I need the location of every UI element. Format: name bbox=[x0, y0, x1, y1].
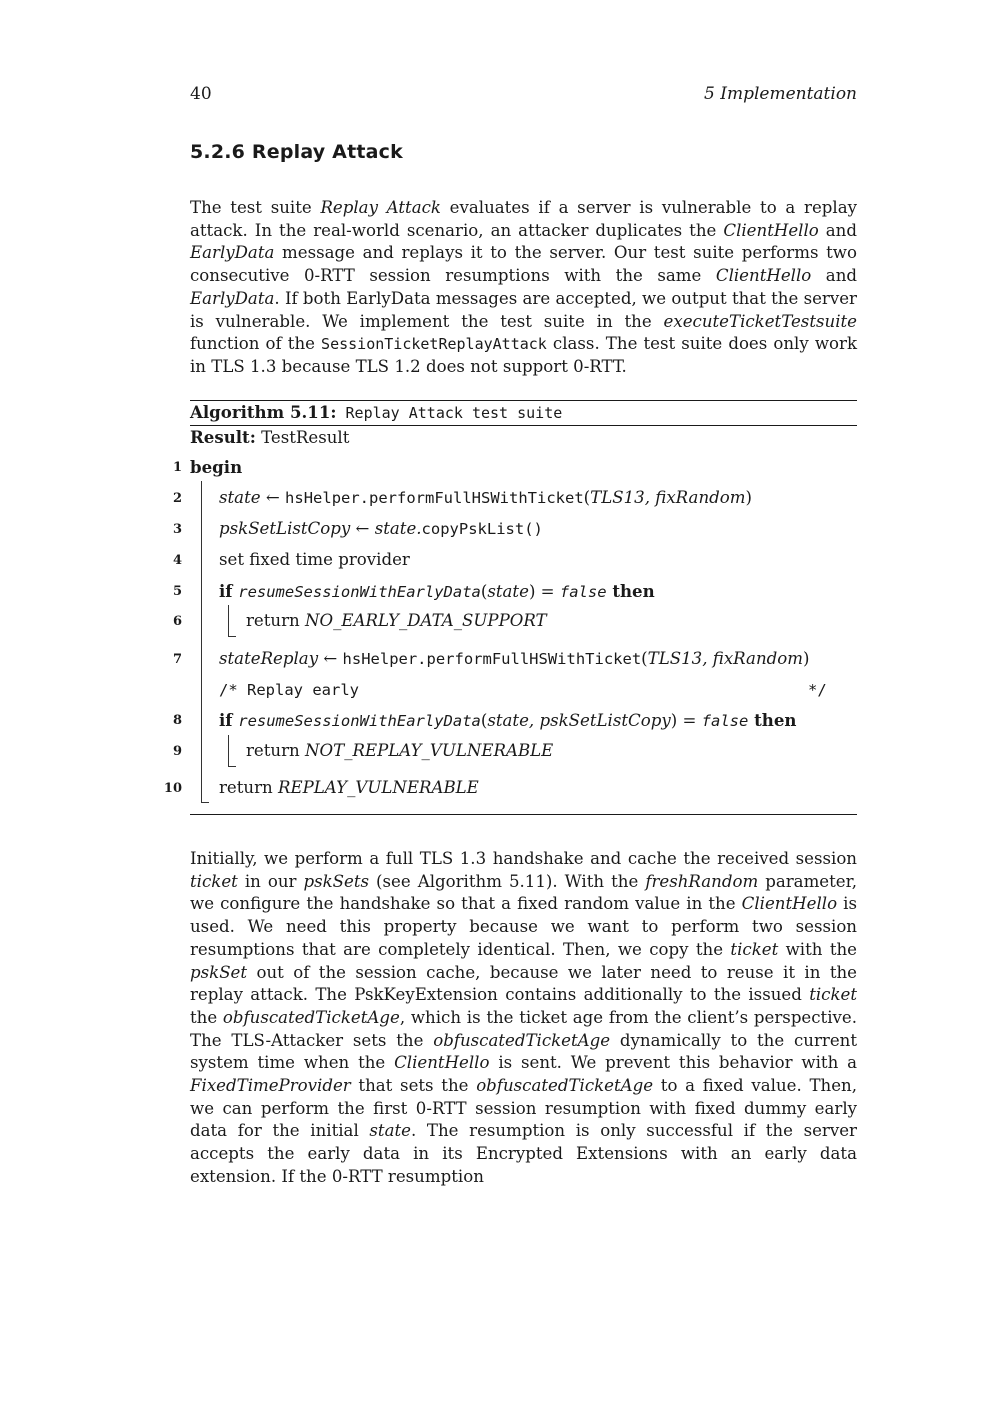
line-number: 10 bbox=[163, 781, 182, 796]
algo-line-3: pskSetListCopy ← state.copyPskList() bbox=[219, 519, 543, 538]
paragraph-intro: The test suite Replay Attack evaluates if a server is vulnerable to a replay attack. In the real-world scenario, an attacker duplicates the ClientHello and EarlyData message and replays it to the server. Our test suite performs two consecutive 0-RTT session resumptions with the same ClientHello and EarlyData. If both EarlyData messages are accepted, we output that the server is vulnerable. We implement the test suite in the executeTicketTestsuite function of the SessionTicketReplayAttack class. The test suite does only work in TLS 1.3 because TLS 1.2 does not support 0-RTT. bbox=[190, 198, 858, 376]
line-number: 8 bbox=[172, 713, 182, 728]
line-number: 3 bbox=[172, 522, 182, 537]
line-number: 4 bbox=[172, 553, 182, 568]
algorithm-caption: Algorithm 5.11: Replay Attack test suite bbox=[190, 402, 563, 422]
begin-block-line bbox=[201, 481, 202, 802]
algorithm-result: Result: TestResult bbox=[190, 427, 350, 447]
algo-line-2: state ← hsHelper.performFullHSWithTicket(TLS13, fixRandom) bbox=[219, 488, 752, 507]
algo-line-10: return REPLAY_VULNERABLE bbox=[219, 778, 479, 797]
algo-line-4: set fixed time provider bbox=[219, 550, 410, 569]
line-number: 2 bbox=[172, 491, 182, 506]
line-number: 5 bbox=[172, 584, 182, 599]
section-heading: 5.2.6 Replay Attack bbox=[190, 141, 403, 163]
algo-comment: /* Replay early bbox=[219, 681, 359, 699]
algo-line-1: begin bbox=[190, 457, 243, 477]
paragraph-explanation: Initially, we perform a full TLS 1.3 handshake and cache the received session ticket in our pskSets (see Algorithm 5.11). With the freshRandom parameter, we configure the handshake so that a fixed random value in the ClientHello is used. We need this property because we want to perform two session resumptions that are completely identical. Then, we copy the ticket with the pskSet out of the session cache, because we later need to reuse it in the replay attack. The PskKeyExtension contains additionally to the issued ticket the obfuscatedTicketAge, which is the ticket age from the client’s perspective. The TLS-Attacker sets the obfuscatedTicketAge dynamically to the current system time when the ClientHello is sent. We prevent this behavior with a FixedTimeProvider that sets the obfuscatedTicketAge to a fixed value. Then, we can perform the first 0-RTT session resumption with fixed dummy early data for the initial state. The resumption is only successful if the server accepts the early data in its Encrypted Extensions with an early data extension. If the 0-RTT resumption bbox=[190, 849, 858, 1186]
algo-comment-close: */ bbox=[808, 681, 827, 699]
line-number: 6 bbox=[172, 614, 182, 629]
if-block-line bbox=[228, 605, 229, 636]
if-block-line bbox=[228, 735, 229, 766]
if-block-end bbox=[228, 636, 236, 637]
algo-line-6: return NO_EARLY_DATA_SUPPORT bbox=[246, 611, 547, 630]
running-header: 5 Implementation bbox=[704, 84, 857, 104]
begin-block-end bbox=[201, 802, 209, 803]
algorithm-bottom-rule bbox=[190, 814, 857, 815]
line-number: 1 bbox=[172, 460, 182, 475]
algo-line-7: stateReplay ← hsHelper.performFullHSWithTicket(TLS13, fixRandom) bbox=[219, 649, 810, 668]
algo-line-9: return NOT_REPLAY_VULNERABLE bbox=[246, 741, 554, 760]
line-number: 9 bbox=[172, 744, 182, 759]
if-block-end bbox=[228, 766, 236, 767]
page-number: 40 bbox=[190, 84, 212, 104]
algo-line-5: if resumeSessionWithEarlyData(state) = false then bbox=[219, 581, 655, 601]
line-number: 7 bbox=[172, 652, 182, 667]
algo-line-8: if resumeSessionWithEarlyData(state, pskSetListCopy) = false then bbox=[219, 710, 797, 730]
